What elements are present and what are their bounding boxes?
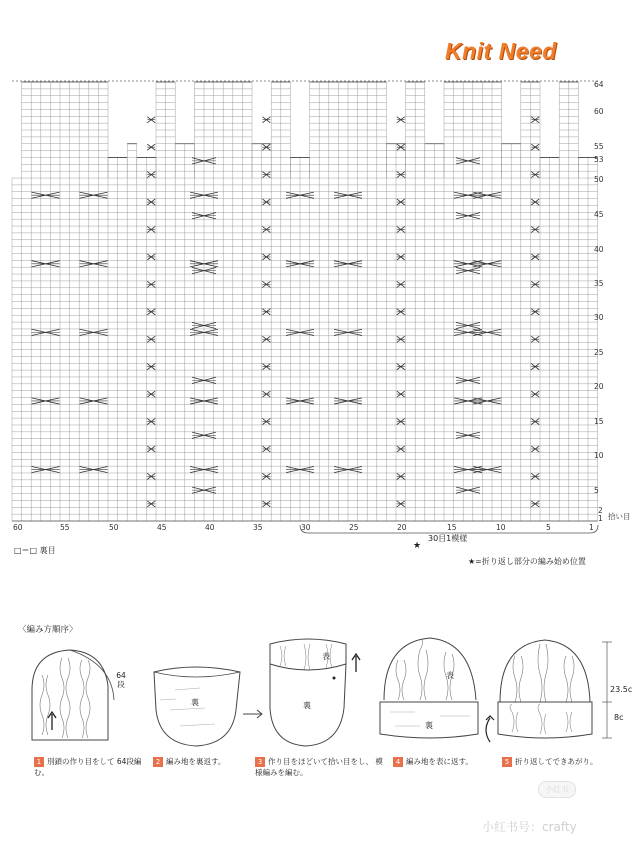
row-label-45: 45 — [594, 210, 604, 219]
row-label-30: 30 — [594, 313, 604, 322]
row-label-64: 64 — [594, 80, 604, 89]
label-omote-step3: 表 — [322, 652, 330, 661]
instructions-title: 〈編み方順序〉 — [18, 625, 78, 635]
step3-illustration — [270, 639, 360, 746]
col-label-30: 30 — [301, 523, 311, 532]
label-height-brim: 8c — [614, 713, 624, 722]
step-5 — [502, 756, 622, 767]
step-2-number: 2 — [153, 757, 163, 767]
legend-purl: □＝□ 裏目 — [14, 546, 56, 555]
row-label-60: 60 — [594, 107, 604, 116]
col-label-40: 40 — [205, 523, 215, 532]
step1-illustration — [32, 650, 114, 740]
col-label-15: 15 — [447, 523, 457, 532]
step5-illustration — [486, 640, 612, 742]
step-4-number: 4 — [393, 757, 403, 767]
row-label-55: 55 — [594, 142, 604, 151]
step-3 — [255, 756, 385, 778]
col-label-10: 10 — [496, 523, 506, 532]
step-3-number: 3 — [255, 757, 265, 767]
row-label-15: 15 — [594, 417, 604, 426]
col-label-25: 25 — [349, 523, 359, 532]
col-label-35: 35 — [253, 523, 263, 532]
col-label-60: 60 — [13, 523, 23, 532]
chart-grid — [12, 82, 598, 521]
label-omote-step4: 表 — [446, 671, 454, 680]
label-ura-step3: 裏 — [303, 701, 311, 710]
row-label-5: 5 — [594, 486, 599, 495]
step-2-text: 編み地を裏返す。 — [166, 757, 226, 766]
row-label-50: 50 — [594, 175, 604, 184]
row-label-20: 20 — [594, 382, 604, 391]
row-label-1: 1 — [598, 514, 603, 523]
repeat-label: 30目1模様 — [428, 534, 468, 543]
label-ura-step2: 裏 — [191, 698, 199, 707]
col-label-50: 50 — [109, 523, 119, 532]
label-ura-step4: 裏 — [425, 721, 433, 730]
step-4 — [393, 756, 493, 767]
watermark-badge: 小红书 — [538, 781, 576, 798]
row-label-2: 2 — [598, 506, 603, 515]
step-4-text: 編み地を表に返す。 — [406, 757, 473, 766]
instruction-illustrations — [0, 630, 640, 755]
col-label-45: 45 — [157, 523, 167, 532]
step-3-text: 作り目をほどいて拾い目をし、 模様編みを編む。 — [255, 757, 383, 777]
label-height-total: 23.5c — [610, 685, 633, 694]
row-label-40: 40 — [594, 245, 604, 254]
star-marker: ★ — [413, 541, 422, 551]
star-note: ★=折り返し部分の編み始め位置 — [468, 557, 586, 566]
col-label-1: 1 — [589, 523, 594, 532]
row-label-10: 10 — [594, 451, 604, 460]
step-1 — [34, 756, 144, 778]
row-label-53: 53 — [594, 155, 604, 164]
col-label-55: 55 — [60, 523, 70, 532]
watermark-text: 小红书号：crafty — [482, 820, 577, 834]
step-2 — [153, 756, 253, 767]
step-5-number: 5 — [502, 757, 512, 767]
step-1-number: 1 — [34, 757, 44, 767]
pickup-label: 拾い目 — [608, 512, 631, 521]
label-64-rows: 64段 — [116, 671, 126, 689]
step-5-text: 折り返してできあがり。 — [515, 757, 598, 766]
col-label-20: 20 — [397, 523, 407, 532]
row-label-25: 25 — [594, 348, 604, 357]
step-1-text: 別鎖の作り目をして 64段編む。 — [34, 757, 142, 777]
row-label-35: 35 — [594, 279, 604, 288]
col-label-5: 5 — [546, 523, 551, 532]
brand-logo: Knit Need — [445, 38, 557, 64]
